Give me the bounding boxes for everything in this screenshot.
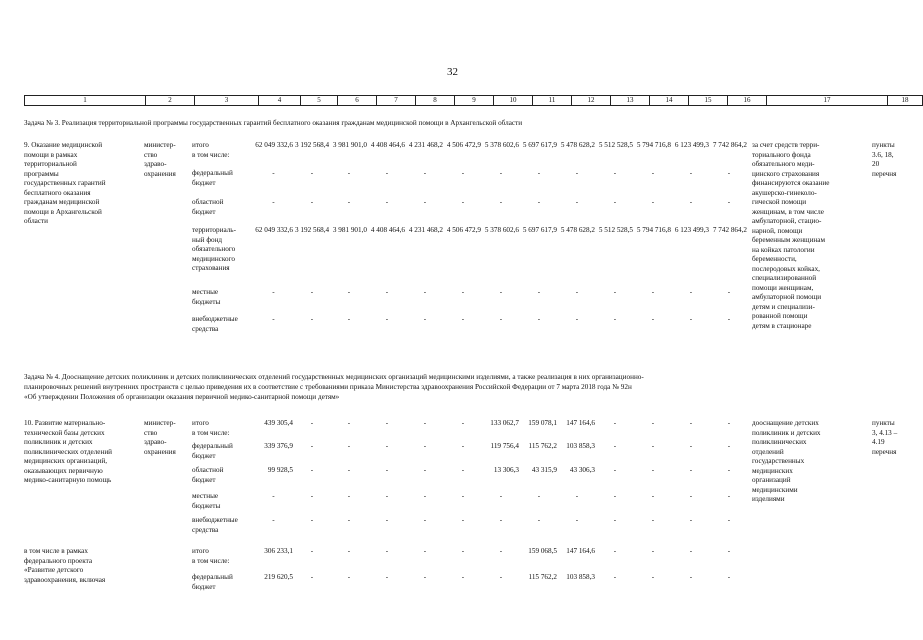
funding-value: - <box>461 419 465 427</box>
funding-source-label: внебюджетные <box>192 516 238 524</box>
funding-source-label: местные <box>192 492 219 500</box>
funding-source-label: итого <box>192 547 209 555</box>
header-col-14: 14 <box>650 96 689 106</box>
funding-value: - <box>310 547 314 555</box>
funding-value: - <box>651 492 655 500</box>
funding-value: - <box>461 492 465 500</box>
funding-source-label: средства <box>192 324 219 333</box>
funding-source-label: федеральный <box>192 169 233 177</box>
funding-value: - <box>461 547 465 555</box>
funding-value: 3 192 568,4 <box>295 226 330 234</box>
item-name-line: технической базы детских <box>24 428 105 437</box>
funding-value: - <box>310 466 314 474</box>
funding-value: - <box>651 419 655 427</box>
funding-value: - <box>689 419 693 427</box>
funding-value: - <box>537 288 541 296</box>
funding-value: 119 756,4 <box>490 442 519 450</box>
funding-value: 5 512 528,5 <box>598 226 633 234</box>
reference-line: 3.6, 18, <box>872 150 894 159</box>
funding-value: - <box>385 492 389 500</box>
item-name-line: поликлинических отделений <box>24 447 113 456</box>
executor-line: министер- <box>144 141 176 149</box>
funding-source-label: областной <box>192 198 224 206</box>
funding-value: 43 306,3 <box>569 466 595 474</box>
funding-value: - <box>537 315 541 323</box>
funding-value: - <box>651 169 655 177</box>
task-4-line-3: «Об утверждении Положения об организации оказания первичной медико-санитарной помощи детям» <box>24 393 340 401</box>
note-line: нарной, помощи <box>752 226 803 235</box>
note-line: финансируются оказание <box>752 179 830 187</box>
funding-value: - <box>347 419 351 427</box>
header-col-7: 7 <box>377 96 416 106</box>
item-name-line: помощи в Архангельской <box>24 207 102 216</box>
executor-line: здраво- <box>144 160 167 168</box>
note-line: медицинскими <box>752 485 798 494</box>
item-name-line: оказывающих первичную <box>24 466 103 475</box>
header-col-4: 4 <box>259 96 301 106</box>
funding-value: - <box>347 573 351 581</box>
funding-value: - <box>613 198 617 206</box>
note-line: поликлиник и детских <box>752 428 821 437</box>
funding-value: - <box>272 516 275 524</box>
item-name-line: помощи в рамках <box>24 150 78 159</box>
note-line: послеродовых койках, <box>752 264 820 273</box>
funding-source-label: областной <box>192 466 224 474</box>
funding-value: - <box>499 315 503 323</box>
funding-value: 115 762,2 <box>528 573 557 581</box>
funding-value: - <box>727 573 731 581</box>
executor-line: ство <box>144 150 158 159</box>
funding-value: - <box>727 442 731 450</box>
funding-value: 7 742 864,2 <box>712 226 747 234</box>
funding-value: - <box>423 288 427 296</box>
funding-value: 5 378 602,6 <box>484 141 519 149</box>
funding-value: 4 231 468,2 <box>408 141 443 149</box>
funding-value: - <box>613 442 617 450</box>
item-name-line: области <box>24 217 49 225</box>
funding-value: - <box>499 169 503 177</box>
funding-value: - <box>385 547 389 555</box>
funding-value: - <box>385 419 389 427</box>
funding-value: 5 697 617,9 <box>522 226 557 234</box>
funding-value: 43 315,9 <box>531 466 557 474</box>
funding-value: 4 408 464,6 <box>370 226 405 234</box>
funding-value: 4 506 472,9 <box>446 226 481 234</box>
funding-value: 5 794 716,8 <box>636 141 671 149</box>
funding-value: - <box>499 573 503 581</box>
funding-source-label: средства <box>192 525 219 534</box>
funding-value: - <box>272 315 275 323</box>
header-col-2: 2 <box>146 96 195 106</box>
funding-value: - <box>461 573 465 581</box>
funding-value: - <box>423 198 427 206</box>
funding-value: - <box>727 547 731 555</box>
funding-value: - <box>272 198 275 206</box>
funding-value: - <box>613 315 617 323</box>
funding-value: - <box>347 466 351 474</box>
funding-value: - <box>423 547 427 555</box>
funding-value: - <box>461 198 465 206</box>
funding-source-label: в том числе: <box>192 556 230 565</box>
note-line: беременным женщинам <box>752 236 826 244</box>
funding-value: - <box>613 288 617 296</box>
funding-value: - <box>613 419 617 427</box>
funding-value: - <box>499 547 503 555</box>
funding-source-label: федеральный <box>192 573 233 581</box>
funding-value: - <box>310 573 314 581</box>
funding-value: 62 049 332,6 <box>255 141 293 149</box>
funding-source-label: бюджет <box>192 582 216 591</box>
funding-value: - <box>347 442 351 450</box>
funding-value: - <box>727 492 731 500</box>
funding-value: 339 376,9 <box>264 442 293 450</box>
funding-source-label: медицинского <box>192 254 235 263</box>
funding-value: - <box>575 169 579 177</box>
note-line: дооснащение детских <box>752 419 819 427</box>
item-name-line: территориальной <box>24 160 77 168</box>
funding-value: - <box>613 547 617 555</box>
funding-value: - <box>385 466 389 474</box>
funding-value: - <box>651 466 655 474</box>
note-line: детям и специализи- <box>752 302 815 311</box>
funding-value: - <box>461 516 465 524</box>
task-3-heading: Задача № 3. Реализация территориальной программы государственных гарантий бесплатного оказания гражданам медицинской помощи в Архангельской области <box>24 119 523 127</box>
funding-value: - <box>651 442 655 450</box>
item-name-line: программы <box>24 169 59 178</box>
funding-value: - <box>727 419 731 427</box>
funding-value: - <box>575 516 579 524</box>
funding-value: 147 164,6 <box>566 547 595 555</box>
funding-value: - <box>310 169 314 177</box>
funding-value: - <box>727 466 731 474</box>
funding-source-label: бюджет <box>192 178 216 187</box>
header-col-16: 16 <box>728 96 767 106</box>
funding-source-label: бюджет <box>192 451 216 460</box>
funding-value: 3 192 568,4 <box>295 141 330 149</box>
note-line: за счет средств терри- <box>752 141 820 149</box>
funding-value: 5 512 528,5 <box>598 141 633 149</box>
reference-line: пункты <box>872 419 895 427</box>
funding-value: - <box>461 169 465 177</box>
funding-value: 439 305,4 <box>264 419 293 427</box>
funding-value: - <box>461 442 465 450</box>
funding-value: - <box>689 169 693 177</box>
note-line: государственных <box>752 457 805 465</box>
item-name-line: федерального проекта <box>24 556 93 565</box>
funding-value: - <box>423 492 427 500</box>
item-name-line: 9. Оказание медицинской <box>24 141 103 149</box>
funding-value: - <box>310 516 314 524</box>
funding-value: - <box>689 466 693 474</box>
funding-value: - <box>575 315 579 323</box>
funding-value: 5 794 716,8 <box>636 226 671 234</box>
funding-value: - <box>385 169 389 177</box>
header-col-11: 11 <box>533 96 572 106</box>
funding-value: - <box>423 419 427 427</box>
funding-value: 306 233,1 <box>264 547 293 555</box>
funding-value: - <box>727 169 731 177</box>
funding-value: - <box>651 315 655 323</box>
funding-value: - <box>310 419 314 427</box>
executor-line: министер- <box>144 419 176 427</box>
funding-value: - <box>727 516 731 524</box>
funding-value: - <box>499 198 503 206</box>
funding-value: - <box>613 516 617 524</box>
funding-value: - <box>385 442 389 450</box>
funding-value: - <box>575 492 579 500</box>
funding-value: - <box>347 198 351 206</box>
funding-value: - <box>613 573 617 581</box>
funding-value: - <box>651 288 655 296</box>
funding-value: - <box>575 198 579 206</box>
funding-value: - <box>385 288 389 296</box>
funding-value: - <box>385 573 389 581</box>
funding-value: - <box>347 288 351 296</box>
funding-source-label: итого <box>192 141 209 149</box>
header-col-6: 6 <box>338 96 377 106</box>
funding-value: - <box>310 288 314 296</box>
item-name-line: медико-санитарную помощь <box>24 476 112 484</box>
header-col-12: 12 <box>572 96 611 106</box>
funding-value: - <box>613 466 617 474</box>
funding-value: - <box>651 547 655 555</box>
funding-value: - <box>537 492 541 500</box>
executor-line: охранения <box>144 447 176 456</box>
header-col-10: 10 <box>494 96 533 106</box>
funding-value: - <box>651 516 655 524</box>
funding-value: 3 981 901,0 <box>332 226 367 234</box>
funding-source-label: страхования <box>192 264 230 272</box>
header-col-13: 13 <box>611 96 650 106</box>
funding-value: 115 762,2 <box>528 442 557 450</box>
funding-value: - <box>461 315 465 323</box>
funding-value: 159 078,1 <box>528 419 557 427</box>
funding-value: - <box>499 288 503 296</box>
funding-value: - <box>689 288 693 296</box>
note-line: амбулаторной помощи <box>752 293 822 301</box>
funding-value: - <box>613 169 617 177</box>
funding-value: - <box>385 516 389 524</box>
funding-value: 99 928,5 <box>267 466 293 474</box>
funding-source-label: ный фонд <box>192 235 223 244</box>
funding-value: - <box>310 442 314 450</box>
funding-value: - <box>310 492 314 500</box>
task-4-line-2: планировочных решений внутренних пространств с целью приведения их в соответствие с требованиями приказа Министерства здравоохранения Российской Федерации от 7 марта 2018 года № 92н <box>24 383 632 391</box>
reference-line: 4.19 <box>872 438 885 446</box>
header-col-1: 1 <box>25 96 146 106</box>
page-number: 32 <box>447 66 458 78</box>
note-line: изделиями <box>752 495 785 503</box>
funding-value: - <box>347 492 351 500</box>
reference-line: 3, 4.13 – <box>872 428 898 437</box>
funding-value: 133 062,7 <box>490 419 519 427</box>
funding-value: - <box>423 315 427 323</box>
funding-value: - <box>423 466 427 474</box>
funding-value: - <box>727 198 731 206</box>
funding-value: 219 620,5 <box>264 573 293 581</box>
funding-value: - <box>272 169 275 177</box>
funding-value: - <box>613 492 617 500</box>
note-line: цинского страхования <box>752 169 820 178</box>
note-line: специализированной <box>752 274 817 282</box>
funding-value: - <box>310 315 314 323</box>
funding-value: 5 697 617,9 <box>522 141 557 149</box>
header-col-15: 15 <box>689 96 728 106</box>
funding-source-label: местные <box>192 288 219 296</box>
note-line: женщинам, в том числе <box>752 207 824 216</box>
note-line: гической помощи <box>752 198 807 206</box>
funding-value: 62 049 332,6 <box>255 226 293 234</box>
header-col-3: 3 <box>195 96 259 106</box>
funding-value: - <box>537 169 541 177</box>
header-col-5: 5 <box>301 96 338 106</box>
funding-source-label: в том числе: <box>192 428 230 437</box>
item-name-line: государственных гарантий <box>24 179 106 187</box>
funding-value: 4 408 464,6 <box>370 141 405 149</box>
funding-value: 5 478 628,2 <box>560 141 595 149</box>
funding-value: 5 478 628,2 <box>560 226 595 234</box>
funding-value: - <box>347 169 351 177</box>
item-name-line: здравоохранения, включая <box>24 575 106 584</box>
task-4-heading <box>24 372 644 402</box>
funding-value: 3 981 901,0 <box>332 141 367 149</box>
funding-value: - <box>689 198 693 206</box>
item-name-line: «Развитие детского <box>24 566 84 574</box>
note-line: отделений <box>752 447 784 456</box>
funding-value: - <box>689 315 693 323</box>
funding-value: - <box>423 573 427 581</box>
funding-value: 103 858,3 <box>566 442 595 450</box>
funding-value: - <box>727 288 731 296</box>
funding-value: - <box>423 169 427 177</box>
funding-value: 159 068,5 <box>528 547 557 555</box>
funding-value: 6 123 499,3 <box>674 226 709 234</box>
funding-value: - <box>537 516 541 524</box>
funding-value: 103 858,3 <box>566 573 595 581</box>
note-line: организаций <box>752 476 791 484</box>
funding-source-label: бюджет <box>192 207 216 216</box>
note-line: рованной помощи <box>752 312 808 320</box>
funding-source-label: в том числе: <box>192 150 230 159</box>
funding-value: - <box>385 315 389 323</box>
item-name-line: медицинских организаций, <box>24 457 107 465</box>
funding-value: 147 164,6 <box>566 419 595 427</box>
funding-value: 4 506 472,9 <box>446 141 481 149</box>
note-line: амбулаторной, стацио- <box>752 217 822 225</box>
header-col-18: 18 <box>888 96 923 106</box>
executor-line: здраво- <box>144 438 167 446</box>
item-name-line: поликлиник и детских <box>24 438 93 446</box>
note-line: на койках патологии <box>752 245 815 254</box>
funding-value: 5 378 602,6 <box>484 226 519 234</box>
reference-line: 20 <box>872 160 880 168</box>
funding-value: - <box>499 492 503 500</box>
funding-source-label: бюджеты <box>192 501 221 510</box>
executor-line: охранения <box>144 169 176 178</box>
funding-source-label: обязательного <box>192 245 236 253</box>
funding-source-label: бюджеты <box>192 297 221 306</box>
funding-value: - <box>727 315 731 323</box>
funding-value: - <box>461 288 465 296</box>
note-line: беременности, <box>752 255 797 263</box>
reference-line: перечня <box>872 169 897 178</box>
reference-line: пункты <box>872 141 895 149</box>
reference-line: перечня <box>872 447 897 456</box>
funding-value: - <box>272 288 275 296</box>
funding-value: - <box>461 466 465 474</box>
item-name-line: 10. Развитие материально- <box>24 419 106 427</box>
funding-source-label: итого <box>192 419 209 427</box>
funding-value: - <box>385 198 389 206</box>
funding-value: - <box>423 442 427 450</box>
funding-value: - <box>689 442 693 450</box>
executor-line: ство <box>144 428 158 437</box>
note-line: медицинских <box>752 466 793 475</box>
note-line: обязательного меди- <box>752 160 815 168</box>
column-number-header <box>24 95 923 106</box>
funding-source-label: внебюджетные <box>192 315 238 323</box>
funding-value: 4 231 468,2 <box>408 226 443 234</box>
item-name-line: гражданам медицинской <box>24 198 100 206</box>
item-name-line: бесплатного оказания <box>24 188 91 197</box>
note-line: помощи женщинам, <box>752 283 814 292</box>
funding-value: - <box>347 516 351 524</box>
funding-value: - <box>689 516 693 524</box>
note-line: поликлинических <box>752 438 807 446</box>
funding-value: - <box>423 516 427 524</box>
funding-source-label: федеральный <box>192 442 233 450</box>
item-name-line: в том числе в рамках <box>24 547 88 555</box>
funding-source-label: территориаль- <box>192 226 236 234</box>
funding-value: - <box>651 573 655 581</box>
funding-value: - <box>651 198 655 206</box>
header-col-8: 8 <box>416 96 455 106</box>
funding-value: - <box>499 516 503 524</box>
funding-value: - <box>537 198 541 206</box>
funding-value: 6 123 499,3 <box>674 141 709 149</box>
funding-value: - <box>689 492 693 500</box>
task-4-line-1: Задача № 4. Дооснащение детских поликлиник и детских поликлинических отделений государственных медицинских организаций медицинскими изделиями, а также реализация в них организационно- <box>24 373 644 381</box>
note-line: акушерско-гинеколо- <box>752 188 817 197</box>
header-col-9: 9 <box>455 96 494 106</box>
funding-value: - <box>272 492 275 500</box>
funding-value: - <box>689 573 693 581</box>
funding-value: 7 742 864,2 <box>712 141 747 149</box>
funding-value: - <box>347 315 351 323</box>
funding-value: - <box>310 198 314 206</box>
note-line: ториального фонда <box>752 150 811 159</box>
header-col-17: 17 <box>767 96 888 106</box>
funding-value: - <box>689 547 693 555</box>
funding-source-label: бюджет <box>192 475 216 484</box>
funding-value: - <box>575 288 579 296</box>
note-line: детям в стационаре <box>752 321 812 330</box>
funding-value: - <box>347 547 351 555</box>
funding-value: 13 306,3 <box>493 466 519 474</box>
